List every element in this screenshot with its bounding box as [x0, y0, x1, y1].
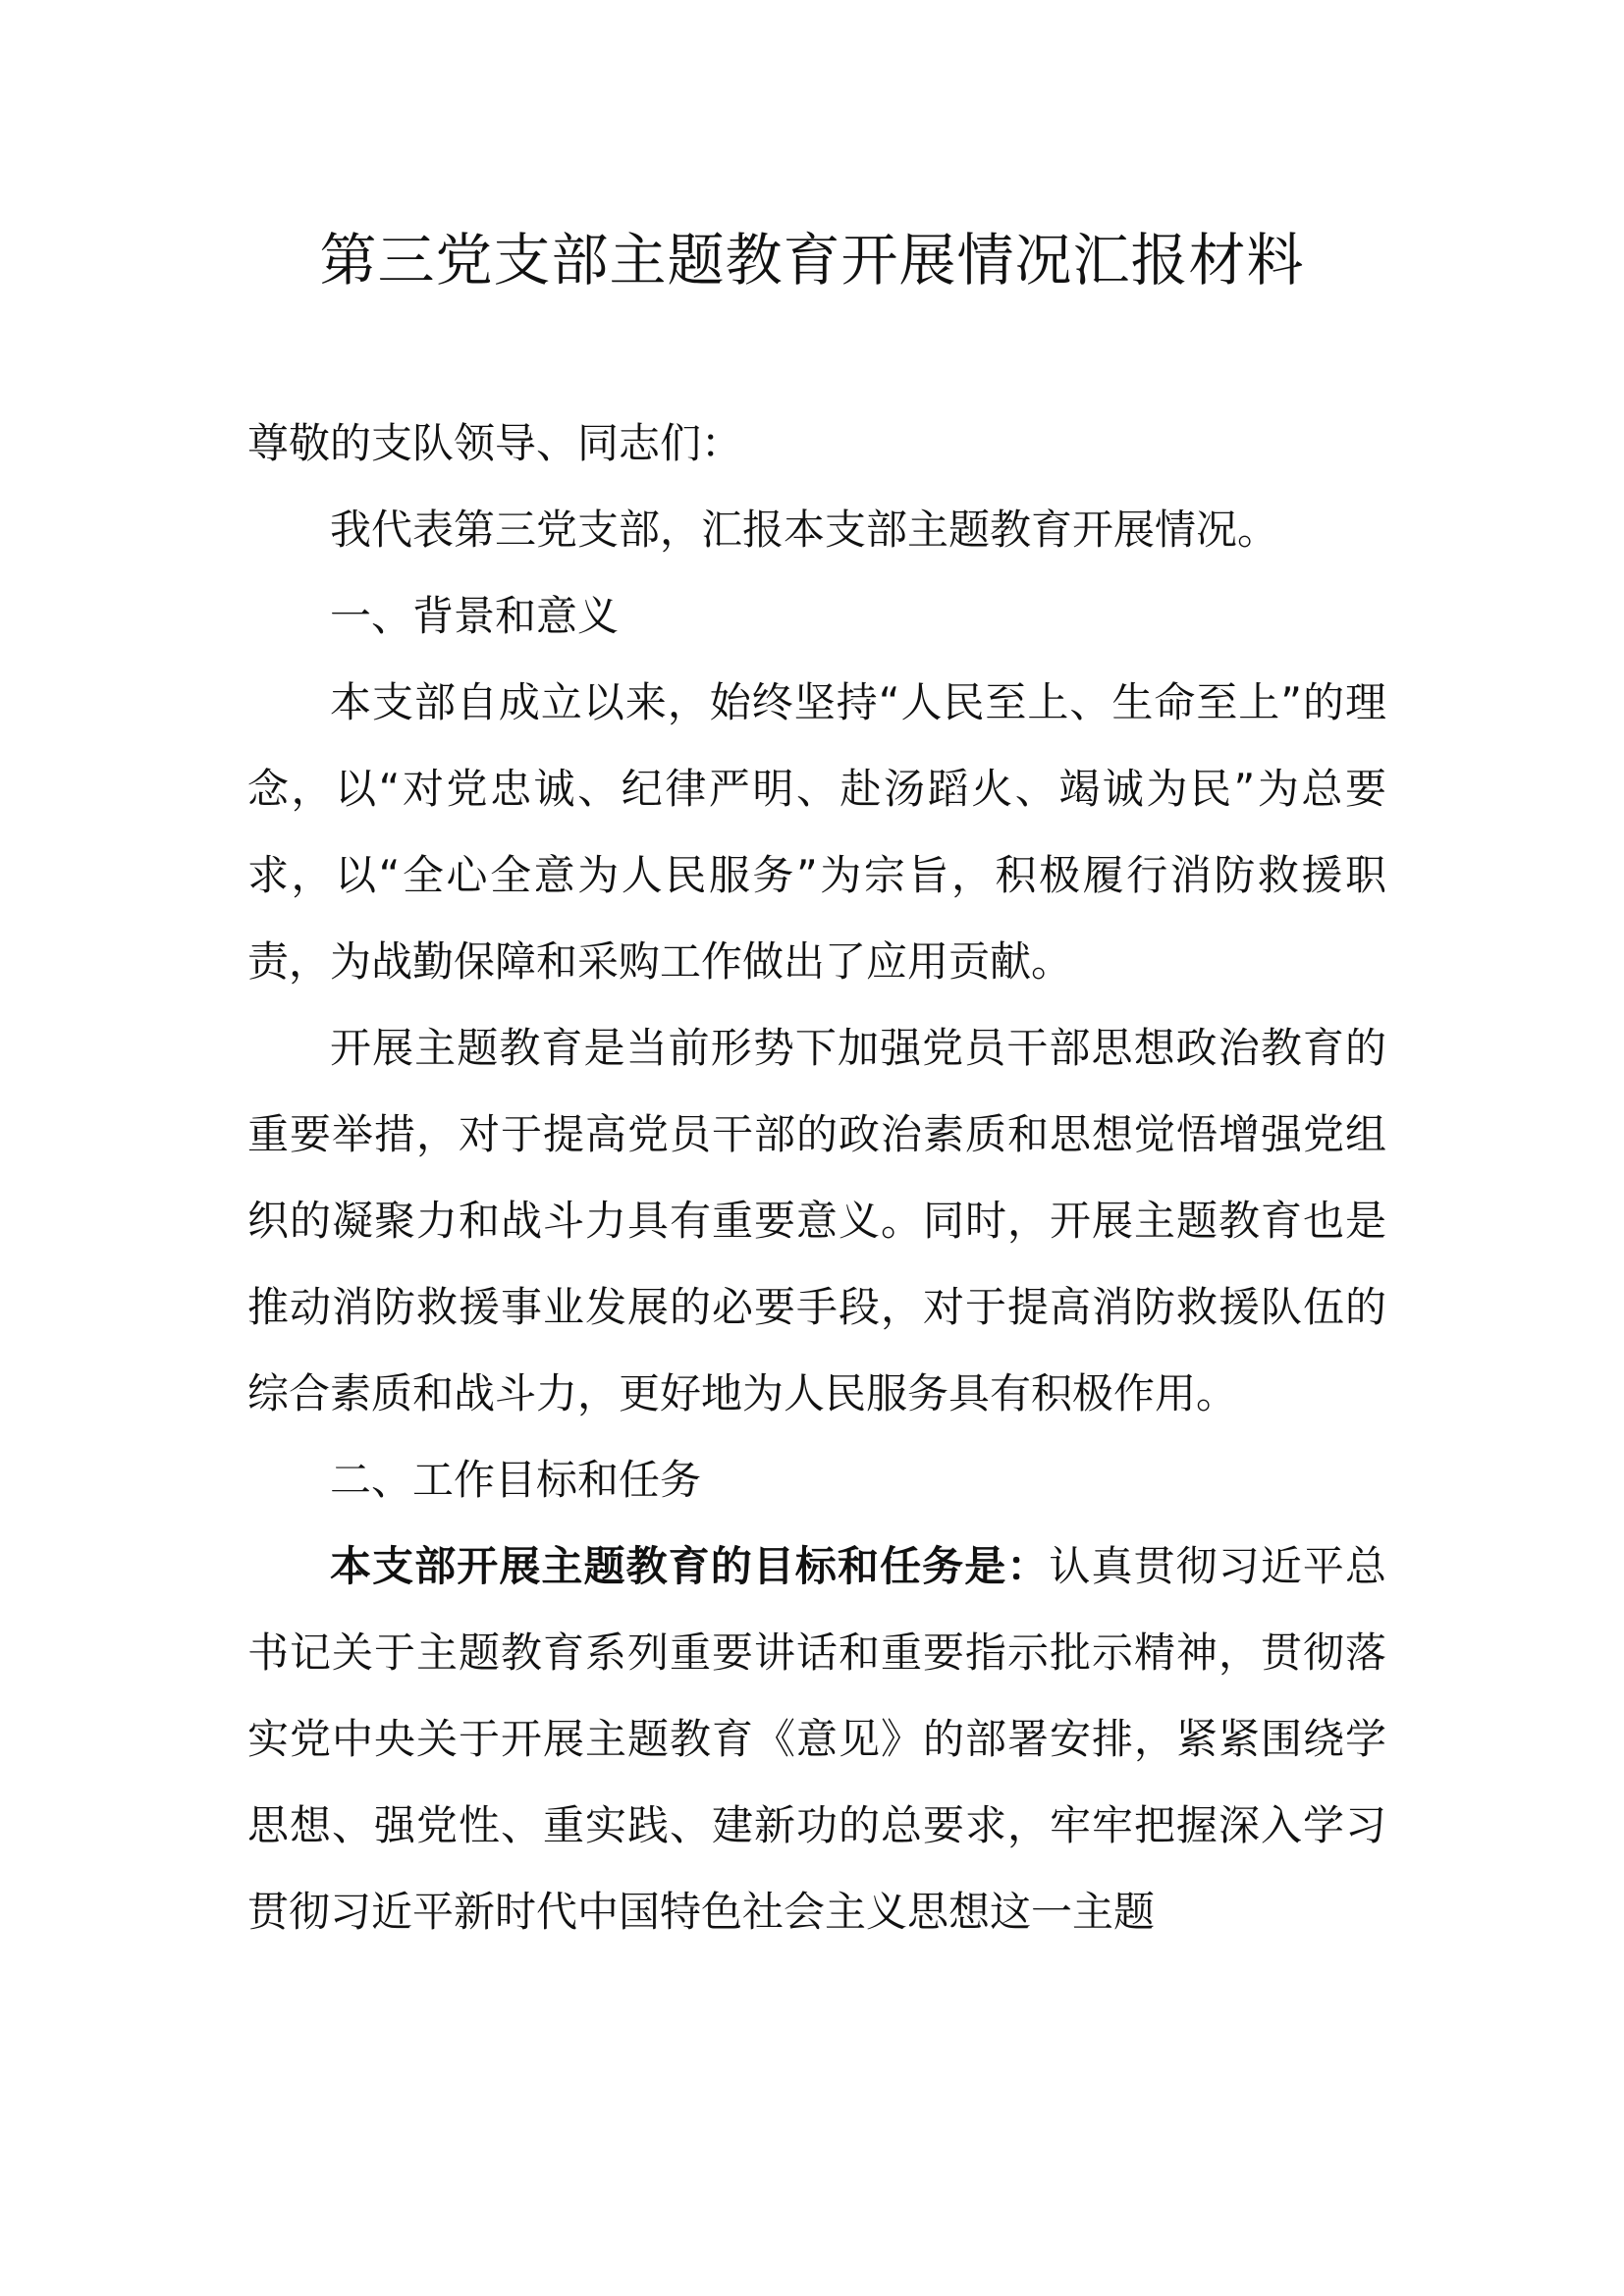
section-2-heading: 二、工作目标和任务: [330, 1456, 702, 1504]
section-2-lead-bold: 本支部开展主题教育的目标和任务是：: [330, 1542, 1050, 1590]
document-body: [247, 400, 1386, 1955]
salutation: 尊敬的支队领导、同志们：: [247, 419, 743, 467]
section-1-heading: 一、背景和意义: [330, 592, 620, 640]
section-1-paragraph-1: 本支部自成立以来，始终坚持“人民至上、生命至上”的理念，以“对党忠诚、纪律严明、赴汤蹈火、竭诚为民”为总要求，以“全心全意为人民服务”为宗旨，积极履行消防救援职责，为战勤保障和采购工作做出了应用贡献。: [247, 678, 1386, 986]
section-2-paragraph-1: [247, 1523, 1386, 1955]
section-1-paragraph-2: 开展主题教育是当前形势下加强党员干部思想政治教育的重要举措，对于提高党员干部的政治素质和思想觉悟增强党组织的凝聚力和战斗力具有重要意义。同时，开展主题教育也是推动消防救援事业发展的必要手段，对于提高消防救援队伍的综合素质和战斗力，更好地为人民服务具有积极作用。: [247, 1024, 1386, 1417]
intro-paragraph: 我代表第三党支部，汇报本支部主题教育开展情况。: [330, 506, 1279, 554]
document-title: 第三党支部主题教育开展情况汇报材料: [319, 227, 1305, 294]
section-2-lead-text: 认真贯彻习近平总书记关于主题教育系列重要讲话和重要指示批示精神，贯彻落实党中央关于开展主题教育《意见》的部署安排，紧紧围绕学思想、强党性、重实践、建新功的总要求，牢牢把握深入学习贯彻习近平新时代中国特色社会主义思想这一主题: [247, 1542, 1386, 1936]
